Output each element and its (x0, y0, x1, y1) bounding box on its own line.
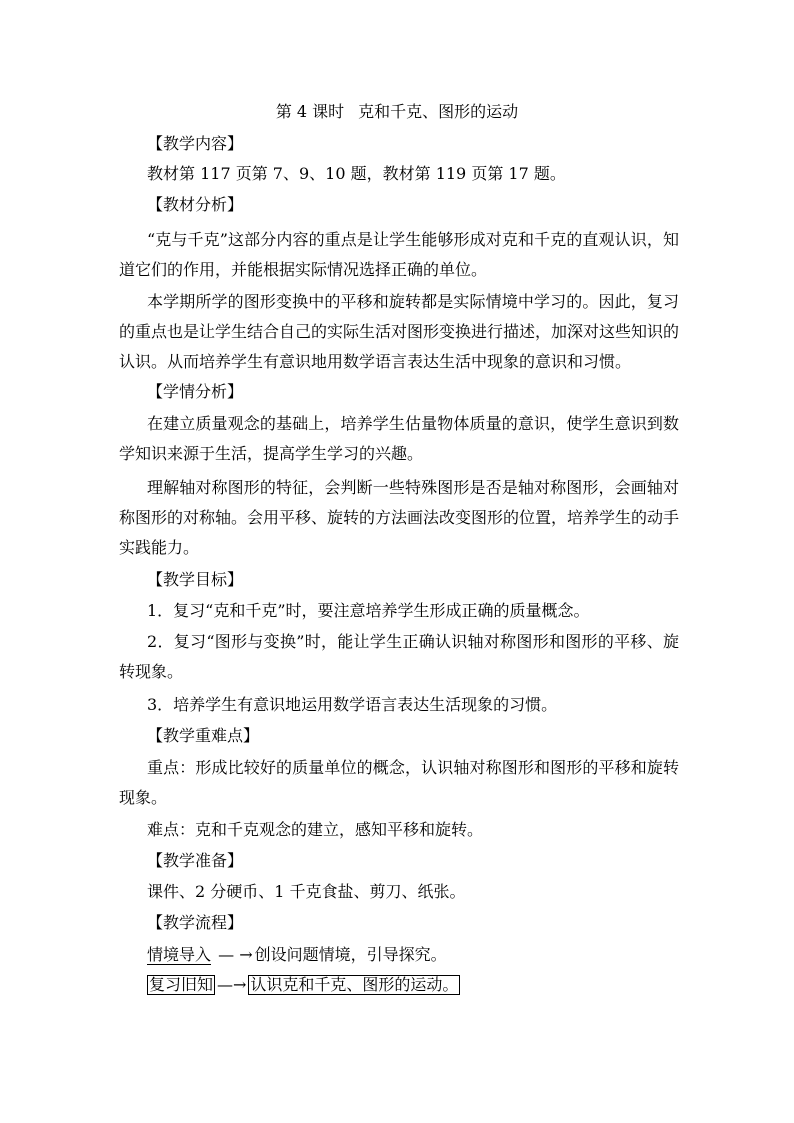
goal-item-2: 2．复习“图形与变换”时，能让学生正确认识轴对称图形和图形的平移、旋转现象。 (119, 632, 679, 681)
key-point: 重点：形成比较好的质量单位的概念，认识轴对称图形和图形的平移和旋转现象。 (119, 758, 679, 807)
students-paragraph-2: 理解轴对称图形的特征，会判断一些特殊图形是否是轴对称图形，会画轴对称图形的对称轴。会用平移、旋转的方法画法改变图形的位置，培养学生的动手实践能力。 (119, 478, 680, 557)
material-paragraph-2: 本学期所学的图形变换中的平移和旋转都是实际情境中学习的。因此，复习的重点也是让学生结合自己的实际生活对图形变换进行描述，加深对这些知识的认识。从而培养学生有意识地用数学语言表达生活中现象的意识和习惯。 (119, 292, 680, 371)
section-heading-content: 【教学内容】 (147, 134, 244, 153)
lesson-number: 第 4 课时 (275, 102, 345, 121)
section-heading-prep: 【教学准备】 (147, 851, 244, 870)
section-heading-material: 【教材分析】 (147, 195, 244, 214)
section-heading-keypoints: 【教学重难点】 (147, 726, 260, 745)
lesson-topic: 克和千克、图形的运动 (358, 102, 519, 121)
page-title (0, 100, 794, 124)
content-text: 教材第 117 页第 7、9、10 题，教材第 119 页第 17 题。 (147, 164, 566, 183)
flow-arrow-1: — → (218, 945, 253, 964)
flow-arrow-2: —→ (217, 975, 247, 994)
goal-item-1: 1．复习“克和千克”时，要注意培养学生形成正确的质量概念。 (147, 601, 590, 620)
flow-step-2 (147, 974, 460, 996)
section-heading-goals: 【教学目标】 (147, 570, 244, 589)
students-paragraph-1: 在建立质量观念的基础上，培养学生估量物体质量的意识，使学生意识到数学知识来源于生活，提高学生学习的兴趣。 (119, 414, 679, 463)
flow-box-situation: 情境导入 (147, 945, 212, 964)
section-heading-students: 【学情分析】 (147, 382, 244, 401)
flow-box-recognize: 认识克和千克、图形的运动。 (250, 975, 459, 994)
difficult-point: 难点：克和千克观念的建立，感知平移和旋转。 (147, 820, 484, 839)
flow-box-review: 复习旧知 (149, 975, 214, 994)
flow-step-1 (147, 944, 447, 966)
prep-text: 课件、2 分硬币、1 千克食盐、剪刀、纸张。 (147, 882, 466, 901)
goal-item-3: 3．培养学生有意识地运用数学语言表达生活现象的习惯。 (147, 695, 558, 714)
section-heading-process: 【教学流程】 (147, 913, 244, 932)
flow-text-1: 创设问题情境，引导探究。 (254, 945, 447, 964)
material-paragraph-1: “克与千克”这部分内容的重点是让学生能够形成对克和千克的直观认识，知道它们的作用，并能根据实际情况选择正确的单位。 (119, 230, 679, 279)
